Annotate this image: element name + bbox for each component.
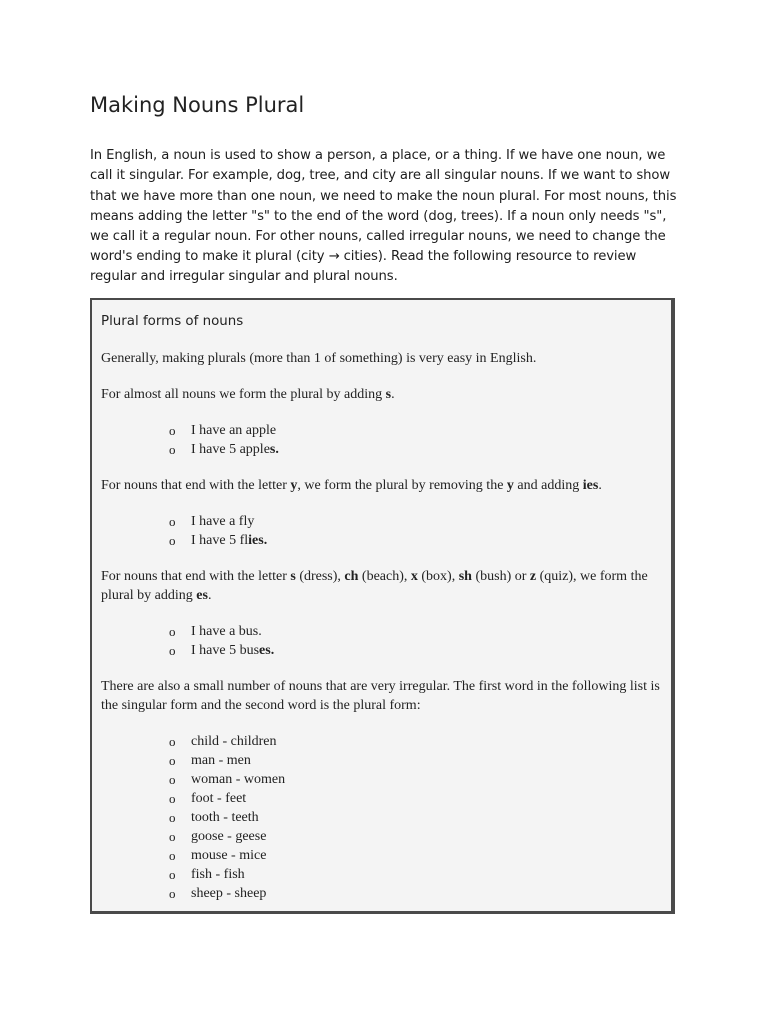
bold-text: es [196,588,208,603]
irregular-list [101,732,661,903]
text: foot - feet [191,791,247,806]
text: (quiz), we form the plural by adding [101,569,648,603]
example-list-es [101,622,661,660]
bullet-icon: o [169,791,176,806]
list-item [101,770,661,789]
list-item [101,846,661,865]
plural-forms-box [90,298,675,914]
list-item [101,732,661,751]
text: woman - women [191,772,286,787]
text: . [391,387,395,402]
bold-text: x [410,569,418,584]
text: and adding [513,478,583,493]
text: I have 5 bus [191,643,260,658]
bullet-icon: o [169,829,176,844]
plural-forms-content [101,312,661,920]
bold-text: s. [269,442,279,457]
bold-text: y [290,478,298,493]
text: (dress), [295,569,345,584]
bullet-icon: o [169,772,176,787]
box-heading: Plural forms of nouns [101,314,244,329]
bullet-icon: o [169,643,176,658]
text: (bush) or [471,569,530,584]
paragraph-general: Generally, making plurals (more than 1 of something) is very easy in English. [101,351,537,366]
list-item [101,421,661,440]
list-item [101,865,661,884]
bullet-icon: o [169,533,176,548]
intro-paragraph: In English, a noun is used to show a person, a place, or a thing. If we have one noun, we call it singular. For example, dog, tree, and city are all singular nouns. If we want to show that we have more than one noun, we need to make the noun plural. For most nouns, this means adding the letter "s" to the end of the word (dog, trees). If a noun only needs "s", we call it a regular noun. For other nouns, called irregular nouns, we need to change the word's ending to make it plural (city → cities). Read the following resource to review regular and irregular singular and plural nouns. [90,148,677,285]
text: man - men [191,753,251,768]
text: fish - fish [191,867,245,882]
list-item [101,531,661,550]
bold-text: ch [344,569,359,584]
paragraph-add-es [101,567,661,605]
list-item [101,789,661,808]
list-item [101,641,661,660]
list-item [101,827,661,846]
text: child - children [191,734,277,749]
text: For nouns that end with the letter [101,478,291,493]
bold-text: y [506,478,514,493]
text: I have 5 apple [191,442,270,457]
text: . [207,588,212,603]
list-item [101,808,661,827]
bullet-icon: o [169,734,176,749]
paragraph-add-s [101,385,661,404]
bullet-icon: o [169,810,176,825]
list-item [101,512,661,531]
bold-text: z [529,569,537,584]
text: goose - geese [191,829,267,844]
list-item [101,440,661,459]
bold-text: s [290,569,296,584]
text: (beach), [358,569,411,584]
text: I have a bus. [191,624,262,639]
text: I have an apple [191,423,277,438]
list-item [101,622,661,641]
bold-text: ies. [248,533,268,548]
text: (box), [417,569,459,584]
article [90,93,682,288]
text: mouse - mice [191,848,267,863]
bullet-icon: o [169,753,176,768]
text: . [598,478,602,493]
bullet-icon: o [169,848,176,863]
list-item [101,751,661,770]
text: tooth - teeth [191,810,259,825]
paragraph-add-ies [101,476,661,495]
example-list-s [101,421,661,459]
bullet-icon: o [169,867,176,882]
text: sheep - sheep [191,886,267,901]
paragraph-irregular: There are also a small number of nouns that are very irregular. The first word in the following list is the singular form and the second word is the plural form: [101,679,660,713]
bullet-icon: o [169,886,176,901]
text: I have 5 fl [191,533,249,548]
bullet-icon: o [169,442,176,457]
example-list-ies [101,512,661,550]
bold-text: es. [259,643,275,658]
text: , we form the plural by removing the [297,478,507,493]
text: For nouns that end with the letter [101,569,291,584]
list-item [101,884,661,903]
text: For almost all nouns we form the plural by adding [101,387,386,402]
bullet-icon: o [169,624,176,639]
bold-text: ies [582,478,599,493]
text: I have a fly [191,514,255,529]
bold-text: s [385,387,392,402]
bullet-icon: o [169,514,176,529]
bold-text: sh [458,569,472,584]
page-title: Making Nouns Plural [90,93,305,117]
bullet-icon: o [169,423,176,438]
